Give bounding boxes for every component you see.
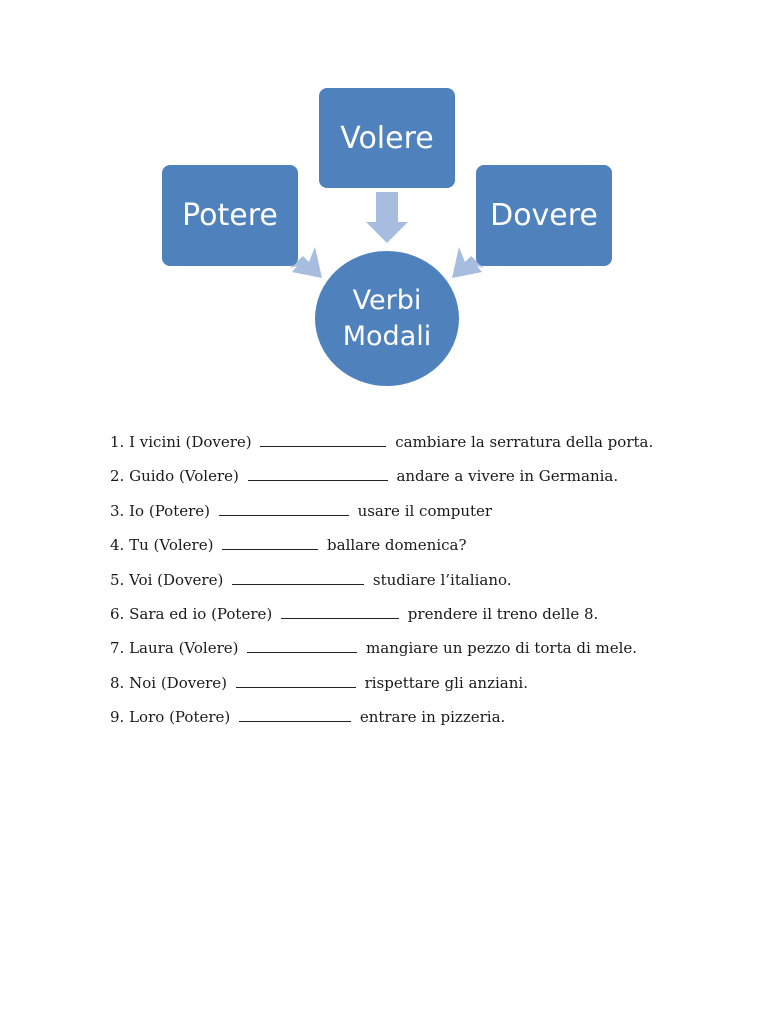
exercise-line-5: [110, 568, 730, 602]
exercise-verb: (Potere): [169, 708, 231, 727]
exercise-rest: prendere il treno delle 8.: [407, 604, 599, 623]
answer-blank[interactable]: [236, 673, 356, 688]
answer-blank[interactable]: [281, 604, 399, 619]
answer-blank[interactable]: [219, 501, 349, 516]
exercise-verb: (Volere): [153, 536, 214, 555]
exercise-verb: (Dovere): [185, 433, 252, 451]
exercise-number: 2.: [110, 467, 125, 486]
exercise-line-4: [110, 533, 730, 567]
exercise-subject: Voi: [129, 570, 153, 589]
exercise-line-3: [110, 499, 730, 533]
exercise-verb: (Dovere): [160, 673, 227, 692]
exercise-subject: Laura: [129, 639, 174, 658]
down-arrow-icon: [366, 192, 408, 243]
exercise-verb: (Volere): [178, 467, 239, 486]
exercise-subject: Guido: [129, 467, 175, 486]
exercise-number: 6.: [110, 604, 125, 623]
exercise-number: 9.: [110, 708, 125, 727]
exercise-rest: andare a vivere in Germania.: [396, 467, 619, 486]
exercise-subject: Sara ed io: [129, 604, 207, 623]
exercise-subject: Io: [129, 501, 145, 520]
center-label-line2: Modali: [342, 320, 432, 352]
exercise-verb: (Volere): [178, 639, 239, 658]
exercise-number: 3.: [110, 501, 125, 520]
dovere-box: [476, 165, 612, 266]
exercise-number: 7.: [110, 639, 125, 658]
exercise-subject: I vicini: [129, 433, 181, 451]
exercise-number: 5.: [110, 570, 125, 589]
exercise-verb: (Potere): [211, 604, 273, 623]
exercise-line-7: [110, 636, 730, 670]
volere-box: [319, 88, 455, 188]
exercise-line-2: [110, 464, 730, 498]
exercise-subject: Tu: [129, 536, 149, 555]
exercise-rest: ballare domenica?: [327, 536, 467, 555]
exercise-subject: Noi: [129, 673, 157, 692]
exercise-number: 8.: [110, 673, 125, 692]
dovere-label: Dovere: [490, 198, 598, 233]
exercise-rest: rispettare gli anziani.: [364, 673, 528, 692]
exercise-subject: Loro: [129, 708, 165, 727]
potere-box: [162, 165, 298, 266]
potere-label: Potere: [182, 198, 278, 233]
answer-blank[interactable]: [222, 535, 318, 550]
exercise-number: 4.: [110, 536, 125, 555]
center-label-line1: Verbi: [352, 285, 422, 317]
exercise-rest: usare il computer: [357, 501, 493, 520]
exercise-line-6: [110, 602, 730, 636]
exercise-line-8: [110, 671, 730, 705]
answer-blank[interactable]: [260, 432, 386, 447]
exercise-rest: cambiare la serratura della porta.: [395, 433, 654, 451]
exercise-rest: studiare l’italiano.: [372, 570, 512, 589]
exercise-list: [110, 430, 730, 740]
answer-blank[interactable]: [247, 638, 357, 653]
exercise-rest: entrare in pizzeria.: [359, 708, 506, 727]
answer-blank[interactable]: [239, 707, 351, 722]
exercise-verb: (Potere): [148, 501, 211, 520]
exercise-line-9: [110, 705, 730, 739]
exercise-rest: mangiare un pezzo di torta di mele.: [366, 639, 638, 658]
volere-label: Volere: [340, 120, 434, 156]
exercise-line-1: [110, 430, 730, 464]
exercise-verb: (Dovere): [157, 570, 224, 589]
exercise-number: 1.: [110, 433, 125, 451]
verbi-modali-circle: [315, 251, 459, 386]
answer-blank[interactable]: [232, 570, 364, 585]
answer-blank[interactable]: [248, 466, 388, 481]
